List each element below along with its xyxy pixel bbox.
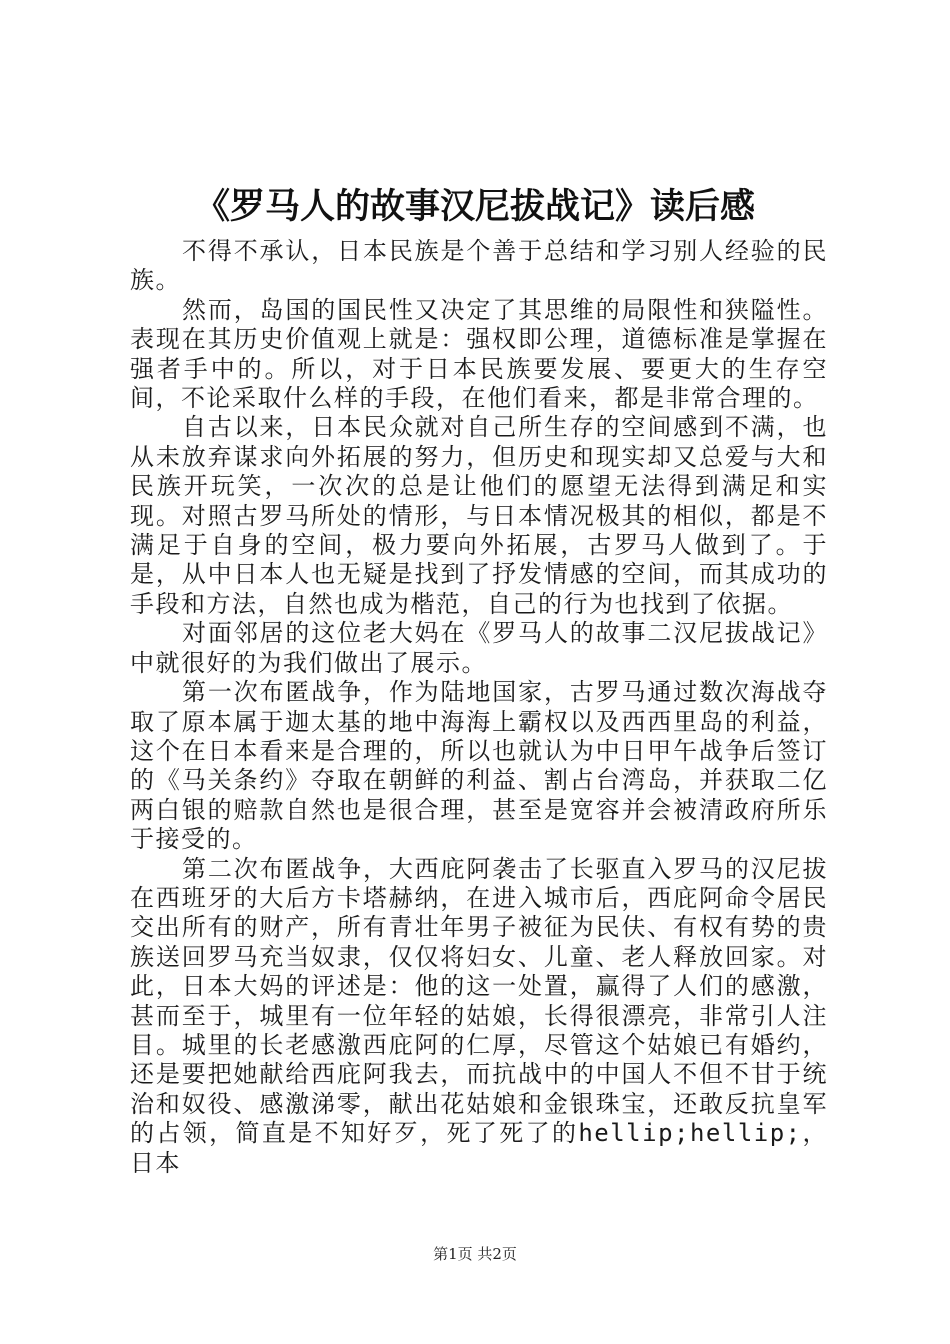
paragraph: 然而，岛国的国民性又决定了其思维的局限性和狭隘性。表现在其历史价值观上就是：强权即公理，道德标准是掌握在强者手中的。所以，对于日本民族要发展、要更大的生存空间，不论采取什么样的手段，在他们看来，都是非常合理的。 <box>130 295 828 413</box>
paragraph: 自古以来，日本民众就对自己所生存的空间感到不满，也从未放弃谋求向外拓展的努力，但历史和现实却又总爱与大和民族开玩笑，一次次的总是让他们的愿望无法得到满足和实现。对照古罗马所处的情形，与日本情况极其的相似，都是不满足于自身的空间，极力要向外拓展，古罗马人做到了。于是，从中日本人也无疑是找到了抒发情感的空间，而其成功的手段和方法，自然也成为楷范，自己的行为也找到了依据。 <box>130 413 828 618</box>
paragraph: 第二次布匿战争，大西庇阿袭击了长驱直入罗马的汉尼拔在西班牙的大后方卡塔赫纳，在进入城市后，西庇阿命令居民交出所有的财产，所有青壮年男子被征为民伕、有权有势的贵族送回罗马充当奴隶，仅仅将妇女、儿童、老人释放回家。对此，日本大妈的评述是：他的这一处置，赢得了人们的感激，甚而至于，城里有一位年轻的姑娘，长得很漂亮，非常引人注目。城里的长老感激西庇阿的仁厚，尽管这个姑娘已有婚约，还是要把她献给西庇阿我去，而抗战中的中国人不但不甘于统治和奴役、感激涕零，献出花姑娘和金银珠宝，还敢反抗皇军的占领，简直是不知好歹，死了死了的hellip;hellip;，日本 <box>130 854 828 1177</box>
paragraph: 不得不承认，日本民族是个善于总结和学习别人经验的民族。 <box>130 237 828 295</box>
paragraph: 第一次布匿战争，作为陆地国家，古罗马通过数次海战夺取了原本属于迦太基的地中海海上霸权以及西西里岛的利益，这个在日本看来是合理的，所以也就认为中日甲午战争后签订的《马关条约》夺取在朝鲜的利益、割占台湾岛，并获取二亿两白银的赔款自然也是很合理，甚至是宽容并会被清政府所乐于接受的。 <box>130 678 828 854</box>
paragraph: 对面邻居的这位老大妈在《罗马人的故事二汉尼拔战记》中就很好的为我们做出了展示。 <box>130 619 828 677</box>
document-body <box>130 237 828 1178</box>
document-title: 《罗马人的故事汉尼拔战记》读后感 <box>194 186 755 227</box>
page-number-footer: 第1页 共2页 <box>433 1245 517 1263</box>
